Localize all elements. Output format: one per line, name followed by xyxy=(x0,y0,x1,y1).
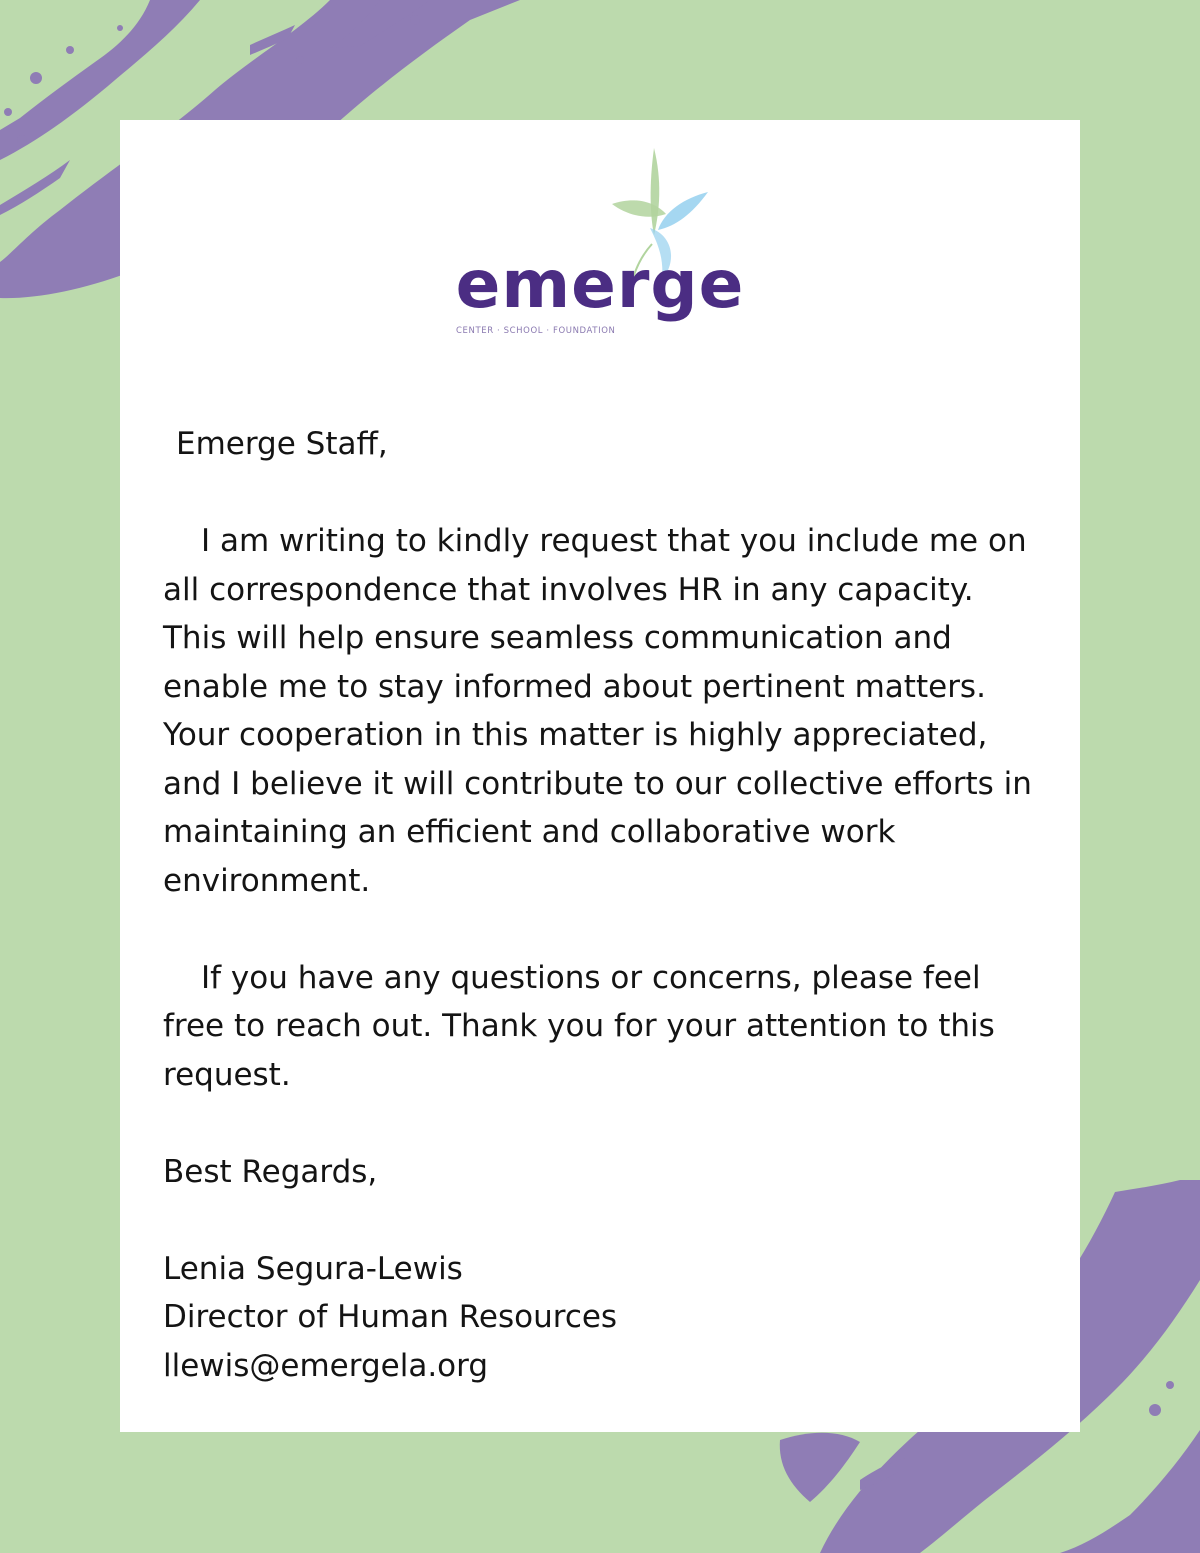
body-paragraph-contact: If you have any questions or concerns, please feel free to reach out. Thank you for your attention to this request. xyxy=(163,959,995,1093)
signature-email: llewis@emergela.org xyxy=(163,1347,489,1384)
salutation: Emerge Staff, xyxy=(176,426,388,462)
closing: Best Regards, xyxy=(163,1153,378,1190)
logo-tagline: CENTER · SCHOOL · FOUNDATION xyxy=(456,326,616,336)
letter-card xyxy=(120,120,1080,1432)
body-paragraph-request: I am writing to kindly request that you include me on all correspondence that involves HR in any capacity. This will help ensure seamless communication and enable me to stay informed about pertinent matters. Your cooperation in this matter is highly appreciated, and I believe it will contribute to our collective efforts in maintaining an efficient and collaborative work environment. xyxy=(163,523,1032,899)
letter-body xyxy=(163,420,1043,1390)
signature-title: Director of Human Resources xyxy=(163,1299,618,1335)
logo-wordmark: emerge xyxy=(455,246,745,323)
signature-name: Lenia Segura-Lewis xyxy=(163,1250,463,1287)
emerge-logo xyxy=(450,140,750,370)
